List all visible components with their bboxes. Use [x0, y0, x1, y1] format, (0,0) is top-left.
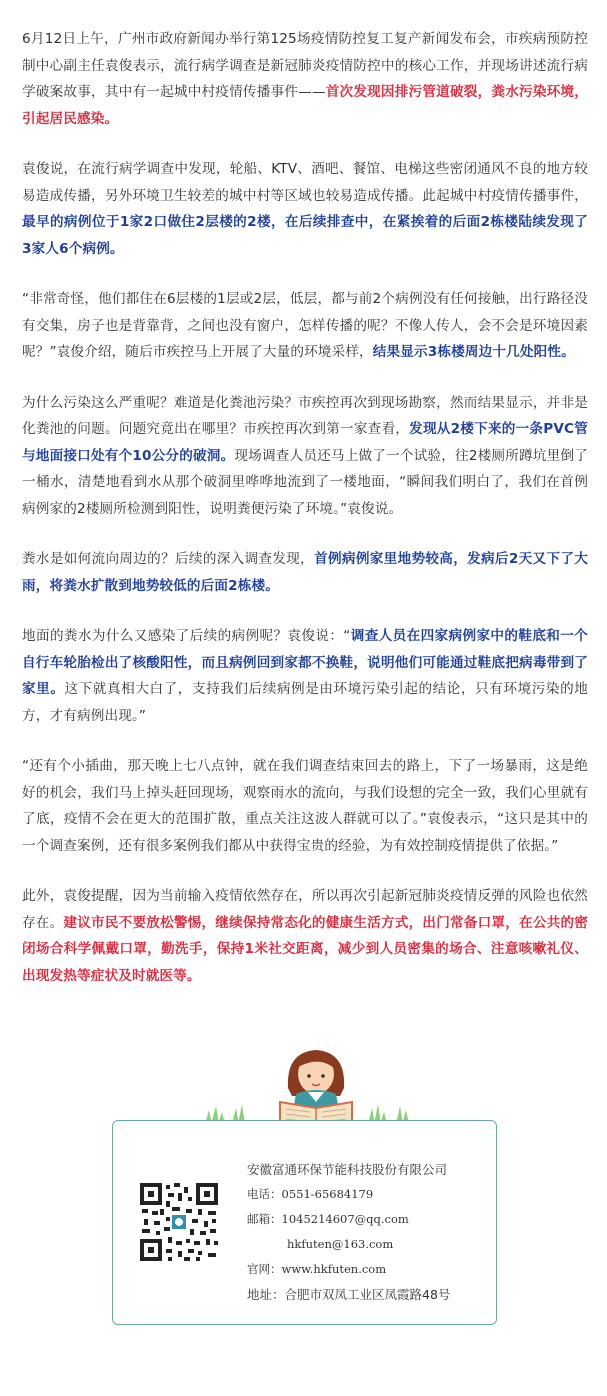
p5-text: 粪水是如何流向周边的？后续的深入调查发现，: [22, 551, 315, 567]
p5-highlight: 首例病例家里地势较高，发病后2天又下了大雨，将粪水扩散到地势较低的后面2栋楼。: [22, 551, 588, 594]
paragraph-2: [22, 156, 588, 262]
paragraph-1: [22, 26, 588, 132]
paragraph-7: [22, 753, 588, 859]
p4-text1: 为什么污染这么严重呢？难道是化粪池污染？市疾控再次到现场勘察，然而结果显示，并非是化粪池的问题。问题究竟出在哪里？市疾控再次到第一家查看，: [22, 394, 588, 437]
paragraph-5: [22, 546, 588, 599]
p3-highlight: 结果显示3栋楼周边十几处阳性。: [372, 344, 575, 360]
paragraph-4: [22, 390, 588, 523]
company-name: 安徽富通环保节能科技股份有限公司: [247, 1162, 448, 1177]
address-text: 地址：合肥市双凤工业区凤霞路48号: [247, 1287, 451, 1302]
p6-text2: 这下就真相大白了，支持我们后续病例是由环境污染引起的结论，只有环境污染的地方，才有病例出现。”: [22, 681, 588, 724]
p7-text: “还有个小插曲，那天晚上七八点钟，就在我们调查结束回去的路上，下了一场暴雨，这是绝好的机会，我们马上掉头赶回现场，观察雨水的流向，与我们设想的完全一致，我们心里就有了底，疫情不会在更大的范围扩散，重点关注这波人群就可以了。”袁俊表示，“这只是其中的一个调查案例，还有很多案例我们都从中获得宝贵的经验，为有效控制疫情提供了依据。”: [22, 758, 588, 854]
p1-highlight: 首次发现因排污管道破裂，粪水污染环境，引起居民感染。: [22, 84, 588, 127]
p8-text: 此外，袁俊提醒，因为当前输入疫情依然存在，所以再次引起新冠肺炎疫情反弹的风险也依然存在。: [22, 888, 588, 931]
p2-highlight: 最早的病例位于1家2口做住2层楼的2楼，在后续排查中，在紧挨着的后面2栋楼陆续发现了3家人6个病例。: [22, 214, 588, 257]
website-link[interactable]: 官网：www.hkfuten.com: [247, 1262, 387, 1276]
email-alt-text[interactable]: hkfuten@163.com: [287, 1237, 394, 1251]
p8-highlight: 建议市民不要放松警惕，继续保持常态化的健康生活方式，出门常备口罩，在公共的密闭场合科学佩戴口罩，勤洗手，保持1米社交距离，减少到人员密集的场合、注意咳嗽礼仪、出现发热等症状及时就医等。: [22, 914, 588, 984]
p3-text: “非常奇怪，他们都住在6层楼的1层或2层，低层，都与前2个病例没有任何接触，出行路径没有交集，房子也是背靠背，之间也没有窗户，怎样传播的呢？不像人传人，会不会是环境因素呢？”袁俊介绍，随后市疾控马上开展了大量的环境采样，: [22, 291, 588, 360]
contact-info: [247, 1157, 450, 1307]
paragraph-3: [22, 286, 588, 366]
article-body: [22, 26, 588, 1013]
p4-text2: 现场调查人员还马上做了一个试验，往2楼厕所蹲坑里倒了一桶水，清楚地看到水从那个破洞里哗哗地流到了一楼地面，“瞬间我们明白了，我们在首例病例家的2楼厕所检测到阳性，说明粪便污染了环境。”袁俊说。: [22, 447, 588, 517]
p4-highlight: 发现从2楼下来的一条PVC管与地面接口处有个10公分的破洞。: [22, 421, 588, 464]
p2-text: 袁俊说，在流行病学调查中发现，轮船、KTV、酒吧、餐馆、电梯这些密闭通风不良的地方较易造成传播，另外环境卫生较差的城中村等区域也较易造成传播。此起城中村疫情传播事件，: [22, 161, 588, 204]
p6-text1: 地面的粪水为什么又感染了后续的病例呢？袁俊说：“: [22, 628, 351, 644]
qr-code-icon[interactable]: [138, 1181, 220, 1263]
p1-text: 6月12日上午，广州市政府新闻办举行第125场疫情防控复工复产新闻发布会，市疾病预防控制中心副主任袁俊表示，流行病学调查是新冠肺炎疫情防控中的核心工作，并现场讲述流行病学破案故事，其中有一起城中村疫情传播事件——: [22, 31, 588, 100]
email-text[interactable]: 邮箱：1045214607@qq.com: [247, 1212, 409, 1226]
teacher-reading-book-icon: [200, 1046, 420, 1126]
phone-text: 电话：0551-65684179: [247, 1187, 374, 1201]
contact-card: [112, 1120, 497, 1325]
paragraph-8: [22, 883, 588, 989]
p6-highlight: 调查人员在四家病例家中的鞋底和一个自行车轮胎检出了核酸阳性，而且病例回到家都不换鞋，说明他们可能通过鞋底把病毒带到了家里。: [22, 628, 588, 697]
paragraph-6: [22, 623, 588, 729]
